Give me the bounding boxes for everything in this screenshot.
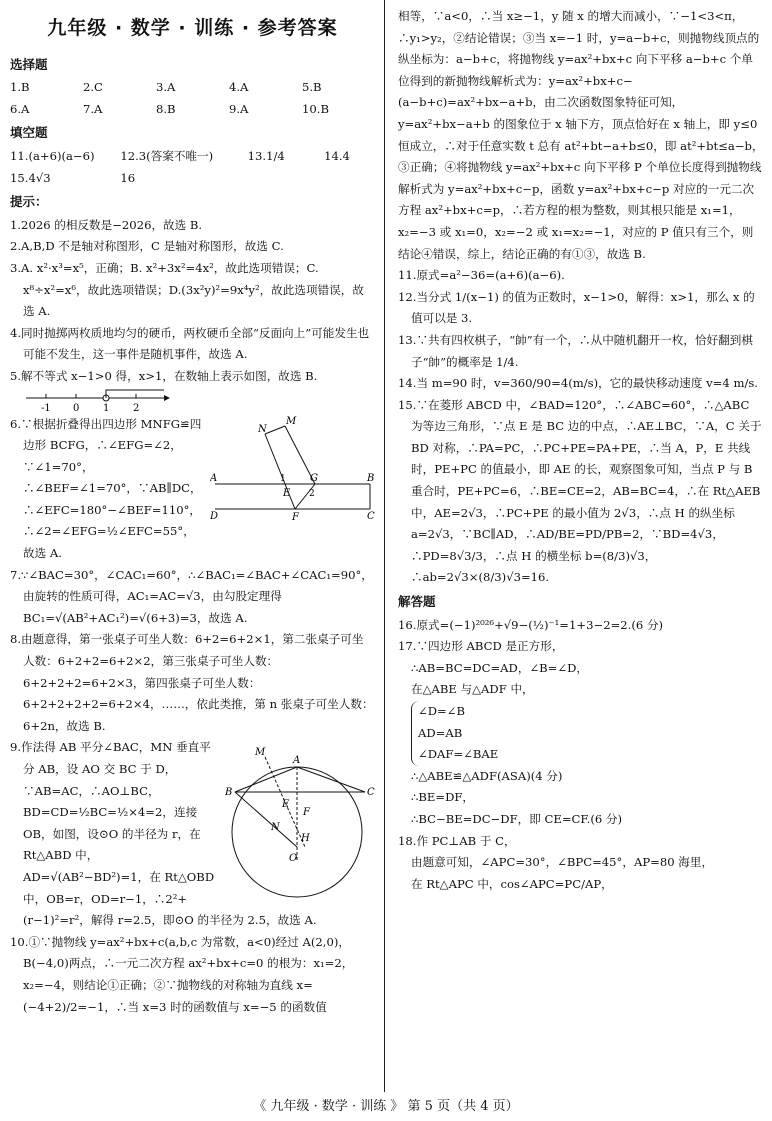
svg-text:2: 2 <box>309 488 315 499</box>
answer-item: 9.A <box>229 101 249 116</box>
hint-10: 10.①∵抛物线 y=ax²+bx+c(a,b,c 为常数，a<0)经过 A(2,0)，B(−4,0)两点，∴一元二次方程 ax²+bx+c=0 的根为：x₁=2，x₂=−4，则结论①正确；②∵抛物线的对称轴为直线 x=(−4+2)/2=−1，∴当 x=3 时的函数值与 x=−5 的函数值 <box>10 934 354 1014</box>
hint-14: 14.当 m=90 时，v=360/90=4(m/s)，它的最快移动速度 v=4 m/s. <box>398 376 758 391</box>
hint-3: 3.A. x²·x³=x⁵，正确；B. x²+3x²=4x²，故此选项错误；C. x⁸÷x²=x⁶，故此选项错误；D.(3x²y)²=9x⁴y²，故此选项错误，故选 A. <box>10 260 364 319</box>
answer-item: 2.C <box>83 80 103 95</box>
solution-17-line: ∴△ABE≌△ADF(ASA)(4 分) <box>411 768 563 783</box>
number-line-figure <box>24 388 174 414</box>
hint-5: 5.解不等式 x−1>0 得，x>1，在数轴上表示如图，故选 B. <box>10 368 318 383</box>
svg-text:-1: -1 <box>41 402 51 414</box>
condition-line: AD=AB <box>418 725 463 740</box>
answer-item: 3.A <box>156 80 176 95</box>
hint-8: 8.由题意得，第一张桌子可坐人数：6+2=6+2×1，第二张桌子可坐人数：6+2+2=6+2×2，第三张桌子可坐人数：6+2+2+2=6+2×3，第四张桌子可坐人数：6+2+2+2+2=6+2×4，……，依此类推，第 n 张桌子可坐人数：6+2n，故选 B. <box>10 632 374 733</box>
svg-text:D: D <box>210 510 219 522</box>
hint-13: 13.∵共有四枚棋子，“帥”有一个，∴从中随机翻开一枚，恰好翻到棋子“帥”的概率是 1/4. <box>398 332 753 369</box>
page-title: 九年级 · 数学 · 训练 · 参考答案 <box>47 17 338 39</box>
svg-text:C: C <box>367 787 375 799</box>
answer-item: 14.4 <box>324 148 350 163</box>
hint-2: 2.A,B,D 不是轴对称图形，C 是轴对称图形，故选 C. <box>10 239 284 254</box>
svg-text:F: F <box>303 807 310 819</box>
answer-item: 5.B <box>302 80 322 95</box>
svg-text:M: M <box>255 747 266 759</box>
solution-17-line: ∴BC−BE=DC−DF，即 CE=CF.(6 分) <box>411 811 623 826</box>
solution-18-line: 由题意可知，∠APC=30°，∠BPC=45°，AP=80 海里， <box>411 855 714 870</box>
svg-text:H: H <box>301 833 310 845</box>
column-divider <box>384 0 385 1092</box>
svg-text:1: 1 <box>280 473 286 484</box>
condition-line: ∠DAF=∠BAE <box>418 747 499 762</box>
answer-item: 4.A <box>229 80 249 95</box>
svg-text:E: E <box>282 799 290 811</box>
section-choice: 选择题 <box>10 56 48 72</box>
svg-text:0: 0 <box>73 402 80 414</box>
hint-1: 1.2026 的相反数是−2026，故选 B. <box>10 217 203 232</box>
circle-figure <box>225 737 375 902</box>
solution-18-line: 在 Rt△APC 中，cos∠APC=PC/AP， <box>411 876 613 891</box>
answer-item: 13.1/4 <box>247 148 285 163</box>
hint-10-cont: 相等，∵a<0，∴当 x≥−1，y 随 x 的增大而减小，∵−1<3<π，∴y₁>y₂，②结论错误；③当 x=−1 时，y=a−b+c，则抛物线顶点的纵坐标为：a−b+c，将抛物线 y=ax²+bx+c 向下平移 a−b+c 个单位得到的新抛物线解析式为：y=ax²+bx+c−(a−b+c)=ax²+bx−a+b，由二次函数图象特征可知，y=ax²+bx−a+b 的图象位于 x 轴下方，顶点恰好在 x 轴上，即 y≤0 恒成立，∴对于任意实数 t 总有 at²+bt−a+b≤0，即 at²+bt≤a−b，③正确；④将抛物线 y=ax²+bx+c 向下平移 P 个单位长度得到抛物线解析式为 y=ax²+bx+c−p，函数 y=ax²+bx+c−p 对应的一元二次方程 ax²+bx+c=p，∴若方程的根为整数，则其根只能是 x₁=1，x₂=−3 或 x₁=0，x₂=−2 或 x₁=x₂=−1，对应的 P 值只有三个，则结论④错误，综上，结论正确的有①③，故选 B. <box>398 9 764 261</box>
fold-figure <box>210 414 375 524</box>
answer-item: 6.A <box>10 101 30 116</box>
answer-item: 11.(a+6)(a−6) <box>10 148 95 163</box>
section-hint: 提示： <box>10 194 48 210</box>
section-fill: 填空题 <box>10 125 48 141</box>
hint-11: 11.原式=a²−36=(a+6)(a−6). <box>398 268 565 283</box>
fill-answers <box>10 146 375 189</box>
svg-text:F: F <box>292 511 299 523</box>
svg-text:A: A <box>210 472 218 484</box>
hint-7: 7.∵∠BAC=30°，∠CAC₁=60°，∴∠BAC₁=∠BAC+∠CAC₁=90°，由旋转的性质可得，AC₁=AC=√3，由勾股定理得 BC₁=√(AB²+AC₁²)=√(6+3)=3，故选 A. <box>10 567 373 625</box>
answer-item: 15.4√3 <box>10 170 51 185</box>
solution-16: 16.原式=(−1)²⁰²⁶+√9−(½)⁻¹=1+3−2=2.(6 分) <box>398 617 664 632</box>
svg-text:N: N <box>258 423 267 435</box>
svg-text:A: A <box>293 755 301 767</box>
answer-item: 7.A <box>83 101 103 116</box>
solution-18: 18.作 PC⊥AB 于 C， <box>398 833 516 848</box>
svg-text:B: B <box>367 472 375 484</box>
svg-text:M: M <box>286 415 297 427</box>
answer-item: 10.B <box>302 101 329 116</box>
condition-line: ∠D=∠B <box>418 704 465 718</box>
solution-17: 17.∵四边形 ABCD 是正方形， <box>398 639 564 654</box>
hint-4: 4.同时抛掷两枚质地均匀的硬币，两枚硬币全部“反面向上”可能发生也可能不发生，这一事件是随机事件，故选 A. <box>10 325 370 362</box>
solution-17-line: ∴AB=BC=DC=AD，∠B=∠D， <box>411 660 588 675</box>
left-column <box>10 6 375 1018</box>
answer-item: 8.B <box>156 101 176 116</box>
svg-text:2: 2 <box>133 402 140 414</box>
svg-text:C: C <box>367 510 375 522</box>
answer-item: 12.3(答案不唯一) <box>120 148 214 163</box>
hint-9: 9.作法得 AB 平分∠BAC，MN 垂直平分 AB，设 AO 交 BC 于 D，∵AB=AC，∴AO⊥BC，BD=CD=½BC=½×4=2，连接 OB，如图，设⊙O 的半径为 r，在 Rt△ABD 中，AD=√(AB²−BD²)=1，在 Rt△OBD 中，OB=r，OD=r−1，∴2²+(r−1)²=r²，解得 r=2.5，即⊙O 的半径为 2.5，故选 A. <box>10 740 317 928</box>
hint-15: 15.∵在菱形 ABCD 中，∠BAD=120°，∴∠ABC=60°，∴△ABC 为等边三角形，∵点 E 是 BC 边的中点，∴AE⊥BC，∵A，C 关于 BD 对称，∴PA=PC，∴PC+PE=PA+PE，∴当 A，P，E 共线时，PE+PC 的值最小，即 AE 的长，观察图象可知，当点 P 与 B 重合时，PE+PC=6，∴BE=CE=2，AB=BC=4，∴在 Rt△AEB 中，AE=2√3，∴PC+PE 的最小值为 2√3，∴点 H 的纵坐标 a=2√3，∵BC∥AD，∴AD/BE=PD/PB=2，∵BD=4√3，∴PD=8√3/3，∴点 H 的横坐标 b=(8/3)√3，∴ab=2√3×(8/3)√3=16. <box>398 397 762 585</box>
solution-17-line: ∴BE=DF， <box>411 790 475 805</box>
answer-item: 1.B <box>10 80 30 95</box>
answer-item: 16 <box>120 170 136 185</box>
svg-text:G: G <box>310 472 318 484</box>
svg-text:O: O <box>289 853 298 865</box>
svg-text:B: B <box>225 787 233 799</box>
hint-6: 6.∵根据折叠得出四边形 MNFG≌四边形 BCFG，∴∠EFG=∠2，∵∠1=70°，∴∠BEF=∠1=70°，∵AB∥DC，∴∠EFC=180°−∠BEF=110°，∴∠2=∠EFG=½∠EFC=55°，故选 A. <box>10 416 202 561</box>
hint-12: 12.当分式 1/(x−1) 的值为正数时，x−1>0，解得：x>1，那么 x 的值可以是 3. <box>398 289 755 326</box>
page-footer: 《 九年级 · 数学 · 训练 》 第 5 页（共 4 页） <box>253 1099 519 1114</box>
svg-text:1: 1 <box>103 402 110 414</box>
right-column <box>398 6 764 895</box>
choice-answers <box>10 77 375 120</box>
svg-text:E: E <box>283 487 291 499</box>
condition-brace <box>411 701 498 766</box>
section-solve: 解答题 <box>398 594 436 610</box>
solution-17-line: 在△ABE 与△ADF 中， <box>411 682 534 697</box>
svg-text:N: N <box>271 822 280 834</box>
